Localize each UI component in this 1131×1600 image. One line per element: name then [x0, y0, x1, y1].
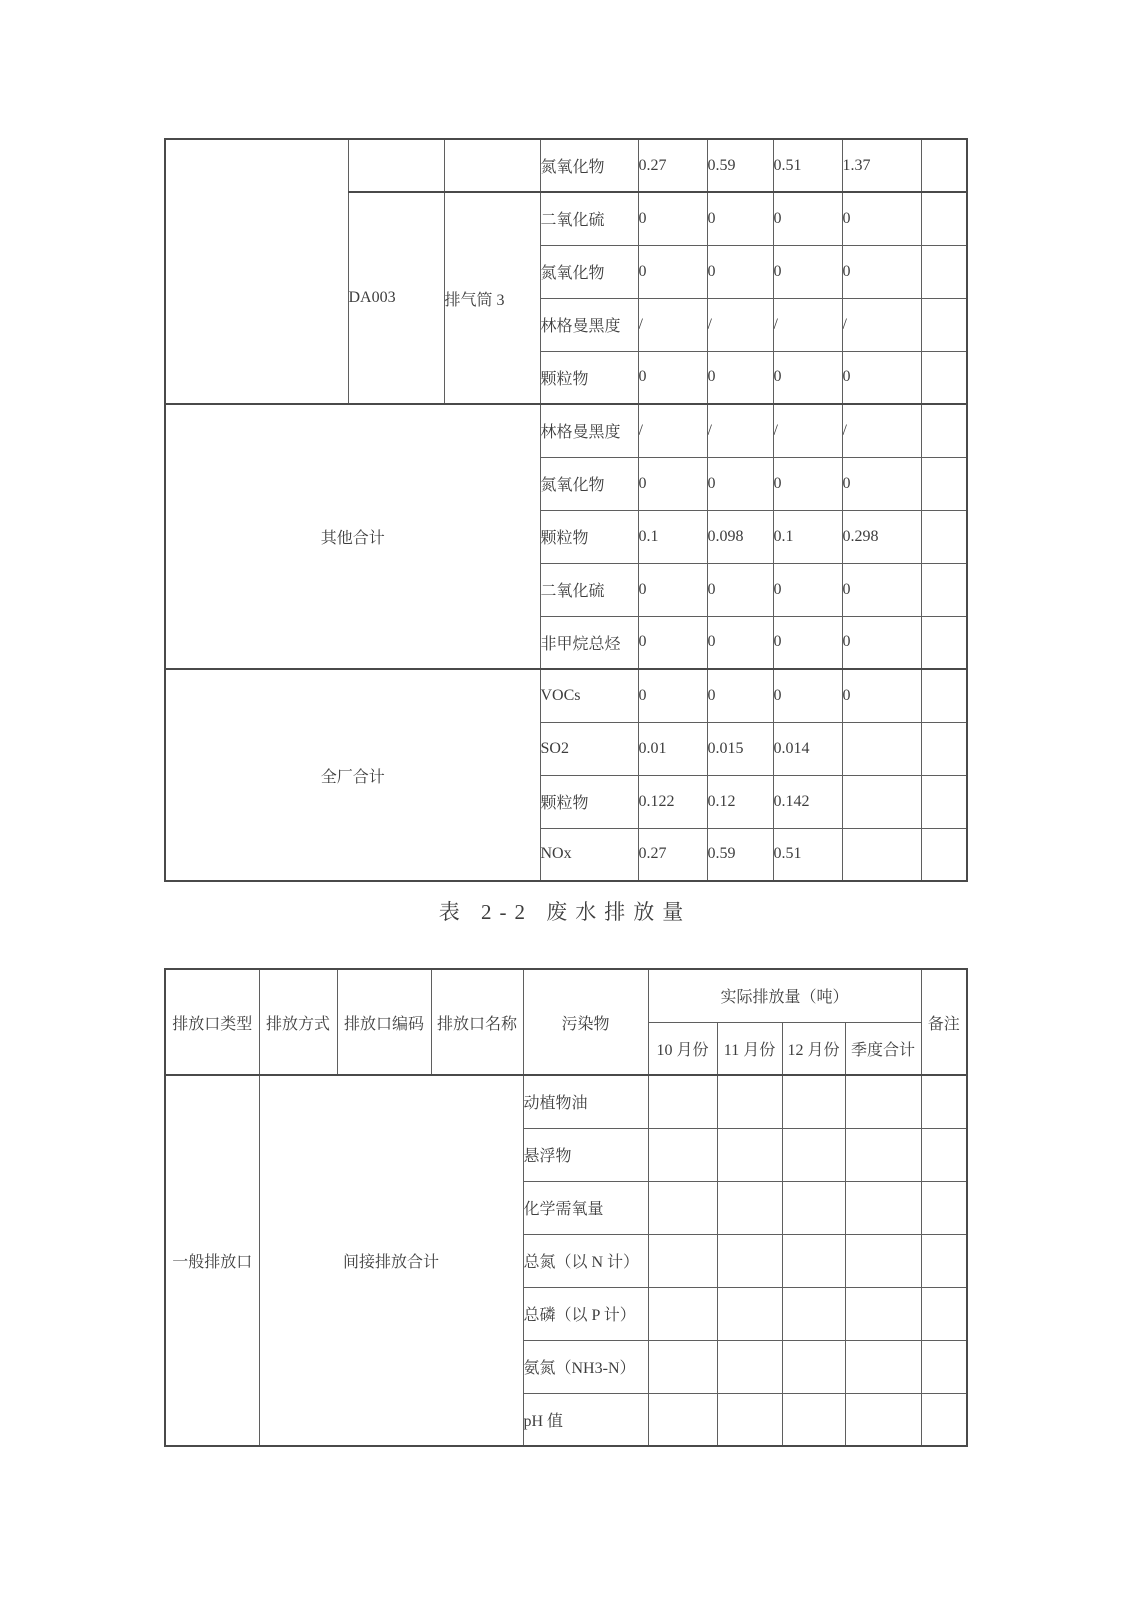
value-cell-oct — [648, 1128, 717, 1181]
value-cell-dec: 0.1 — [773, 510, 842, 563]
value-cell-quarter — [845, 1340, 921, 1393]
remark-cell — [921, 722, 967, 775]
value-cell-nov: 0 — [707, 616, 773, 669]
value-cell-dec: 0 — [773, 669, 842, 722]
value-cell-quarter: 0 — [842, 351, 921, 404]
pollutant-cell: NOx — [540, 828, 638, 881]
value-cell-dec: / — [773, 404, 842, 457]
value-cell-dec — [782, 1287, 845, 1340]
value-cell-dec: 0 — [773, 192, 842, 245]
plant-total-label-cell: 全厂合计 — [165, 669, 540, 881]
value-cell-nov: / — [707, 298, 773, 351]
value-cell-oct: / — [638, 404, 707, 457]
value-cell-nov: 0 — [707, 192, 773, 245]
outlet-type-cell: 一般排放口 — [165, 1075, 259, 1446]
pollutant-cell: 二氧化硫 — [540, 192, 638, 245]
value-cell-dec: 0 — [773, 457, 842, 510]
value-cell-quarter — [842, 722, 921, 775]
header-actual-amount: 实际排放量（吨） — [648, 969, 921, 1022]
value-cell-quarter: 0 — [842, 616, 921, 669]
value-cell-quarter: 0 — [842, 457, 921, 510]
remark-cell — [921, 1393, 967, 1446]
value-cell-quarter: 1.37 — [842, 139, 921, 192]
value-cell-oct: 0.01 — [638, 722, 707, 775]
pollutant-cell: 化学需氧量 — [523, 1181, 648, 1234]
table-row — [165, 404, 967, 457]
value-cell-oct: / — [638, 298, 707, 351]
value-cell-nov — [717, 1287, 782, 1340]
value-cell-quarter: 0 — [842, 245, 921, 298]
header-outlet-type: 排放口类型 — [165, 969, 259, 1075]
value-cell-nov: 0 — [707, 457, 773, 510]
table-row — [165, 669, 967, 722]
header-remark: 备注 — [921, 969, 967, 1075]
header-row — [165, 969, 967, 1022]
value-cell-nov: 0.12 — [707, 775, 773, 828]
value-cell-quarter: 0.298 — [842, 510, 921, 563]
remark-cell — [921, 351, 967, 404]
value-cell-oct: 0.27 — [638, 828, 707, 881]
value-cell-dec — [782, 1234, 845, 1287]
value-cell-quarter: 0 — [842, 669, 921, 722]
remark-cell — [921, 510, 967, 563]
header-discharge-mode: 排放方式 — [259, 969, 337, 1075]
pollutant-cell: 氮氧化物 — [540, 457, 638, 510]
gas-emissions-table — [164, 138, 968, 882]
remark-cell — [921, 1234, 967, 1287]
pollutant-cell: 动植物油 — [523, 1075, 648, 1128]
value-cell-nov: 0 — [707, 351, 773, 404]
value-cell-dec — [782, 1393, 845, 1446]
outlet-name-cell — [444, 139, 540, 192]
value-cell-nov — [717, 1234, 782, 1287]
value-cell-nov: 0 — [707, 245, 773, 298]
pollutant-cell: 颗粒物 — [540, 775, 638, 828]
header-pollutant: 污染物 — [523, 969, 648, 1075]
pollutant-cell: 氮氧化物 — [540, 139, 638, 192]
value-cell-quarter — [842, 775, 921, 828]
pollutant-cell: pH 值 — [523, 1393, 648, 1446]
header-month-oct: 10 月份 — [648, 1022, 717, 1075]
pollutant-cell: VOCs — [540, 669, 638, 722]
header-quarter-total: 季度合计 — [845, 1022, 921, 1075]
value-cell-quarter — [845, 1075, 921, 1128]
value-cell-quarter: 0 — [842, 192, 921, 245]
value-cell-oct: 0.122 — [638, 775, 707, 828]
value-cell-quarter: / — [842, 298, 921, 351]
remark-cell — [921, 457, 967, 510]
pollutant-cell: 氮氧化物 — [540, 245, 638, 298]
outlet-code-cell — [348, 139, 444, 192]
value-cell-quarter — [845, 1181, 921, 1234]
value-cell-nov — [717, 1075, 782, 1128]
value-cell-oct: 0 — [638, 563, 707, 616]
value-cell-oct: 0 — [638, 351, 707, 404]
remark-cell — [921, 669, 967, 722]
value-cell-nov: 0 — [707, 563, 773, 616]
wastewater-table — [164, 968, 968, 1447]
table-title: 表 2-2 废水排放量 — [438, 900, 692, 924]
remark-cell — [921, 828, 967, 881]
value-cell-quarter — [842, 828, 921, 881]
header-outlet-code: 排放口编码 — [337, 969, 431, 1075]
table-row — [165, 139, 967, 192]
value-cell-oct: 0 — [638, 457, 707, 510]
pollutant-cell: 悬浮物 — [523, 1128, 648, 1181]
value-cell-dec — [782, 1075, 845, 1128]
value-cell-dec: 0.014 — [773, 722, 842, 775]
value-cell-dec: 0.51 — [773, 828, 842, 881]
remark-cell — [921, 139, 967, 192]
pollutant-cell: 林格曼黑度 — [540, 404, 638, 457]
value-cell-oct: 0 — [638, 192, 707, 245]
remark-cell — [921, 1128, 967, 1181]
value-cell-quarter — [845, 1234, 921, 1287]
pollutant-cell: 颗粒物 — [540, 351, 638, 404]
outlet-category-cell — [165, 139, 348, 404]
value-cell-quarter — [845, 1393, 921, 1446]
value-cell-quarter — [845, 1128, 921, 1181]
value-cell-oct: 0.1 — [638, 510, 707, 563]
value-cell-oct: 0 — [638, 245, 707, 298]
value-cell-nov: 0 — [707, 669, 773, 722]
remark-cell — [921, 192, 967, 245]
value-cell-dec — [782, 1340, 845, 1393]
value-cell-oct — [648, 1075, 717, 1128]
value-cell-quarter: 0 — [842, 563, 921, 616]
merged-label-cell: 间接排放合计 — [259, 1075, 523, 1446]
remark-cell — [921, 775, 967, 828]
value-cell-oct — [648, 1393, 717, 1446]
header-month-nov: 11 月份 — [717, 1022, 782, 1075]
pollutant-cell: 总磷（以 P 计） — [523, 1287, 648, 1340]
value-cell-quarter — [845, 1287, 921, 1340]
remark-cell — [921, 563, 967, 616]
value-cell-oct: 0 — [638, 669, 707, 722]
header-outlet-name: 排放口名称 — [431, 969, 523, 1075]
pollutant-cell: 非甲烷总烃 — [540, 616, 638, 669]
value-cell-quarter: / — [842, 404, 921, 457]
value-cell-oct: 0.27 — [638, 139, 707, 192]
value-cell-oct — [648, 1181, 717, 1234]
pollutant-cell: 总氮（以 N 计） — [523, 1234, 648, 1287]
value-cell-nov: 0.59 — [707, 828, 773, 881]
table-row — [165, 1075, 967, 1128]
value-cell-oct: 0 — [638, 616, 707, 669]
value-cell-oct — [648, 1234, 717, 1287]
outlet-name-cell: 排气筒 3 — [444, 192, 540, 404]
value-cell-dec — [782, 1128, 845, 1181]
remark-cell — [921, 245, 967, 298]
remark-cell — [921, 298, 967, 351]
pollutant-cell: 颗粒物 — [540, 510, 638, 563]
remark-cell — [921, 404, 967, 457]
pollutant-cell: SO2 — [540, 722, 638, 775]
header-month-dec: 12 月份 — [782, 1022, 845, 1075]
value-cell-oct — [648, 1340, 717, 1393]
value-cell-dec — [782, 1181, 845, 1234]
pollutant-cell: 氨氮（NH3-N） — [523, 1340, 648, 1393]
value-cell-nov: 0.098 — [707, 510, 773, 563]
value-cell-nov: / — [707, 404, 773, 457]
pollutant-cell: 林格曼黑度 — [540, 298, 638, 351]
other-total-label-cell: 其他合计 — [165, 404, 540, 669]
value-cell-nov: 0.59 — [707, 139, 773, 192]
value-cell-nov — [717, 1181, 782, 1234]
value-cell-nov — [717, 1340, 782, 1393]
remark-cell — [921, 1181, 967, 1234]
remark-cell — [921, 1075, 967, 1128]
value-cell-nov — [717, 1128, 782, 1181]
value-cell-dec: 0.142 — [773, 775, 842, 828]
remark-cell — [921, 1340, 967, 1393]
outlet-code-cell: DA003 — [348, 192, 444, 404]
remark-cell — [921, 1287, 967, 1340]
pollutant-cell: 二氧化硫 — [540, 563, 638, 616]
value-cell-dec: 0 — [773, 351, 842, 404]
value-cell-dec: / — [773, 298, 842, 351]
value-cell-nov: 0.015 — [707, 722, 773, 775]
value-cell-nov — [717, 1393, 782, 1446]
value-cell-dec: 0 — [773, 563, 842, 616]
remark-cell — [921, 616, 967, 669]
value-cell-oct — [648, 1287, 717, 1340]
value-cell-dec: 0 — [773, 616, 842, 669]
value-cell-dec: 0 — [773, 245, 842, 298]
value-cell-dec: 0.51 — [773, 139, 842, 192]
